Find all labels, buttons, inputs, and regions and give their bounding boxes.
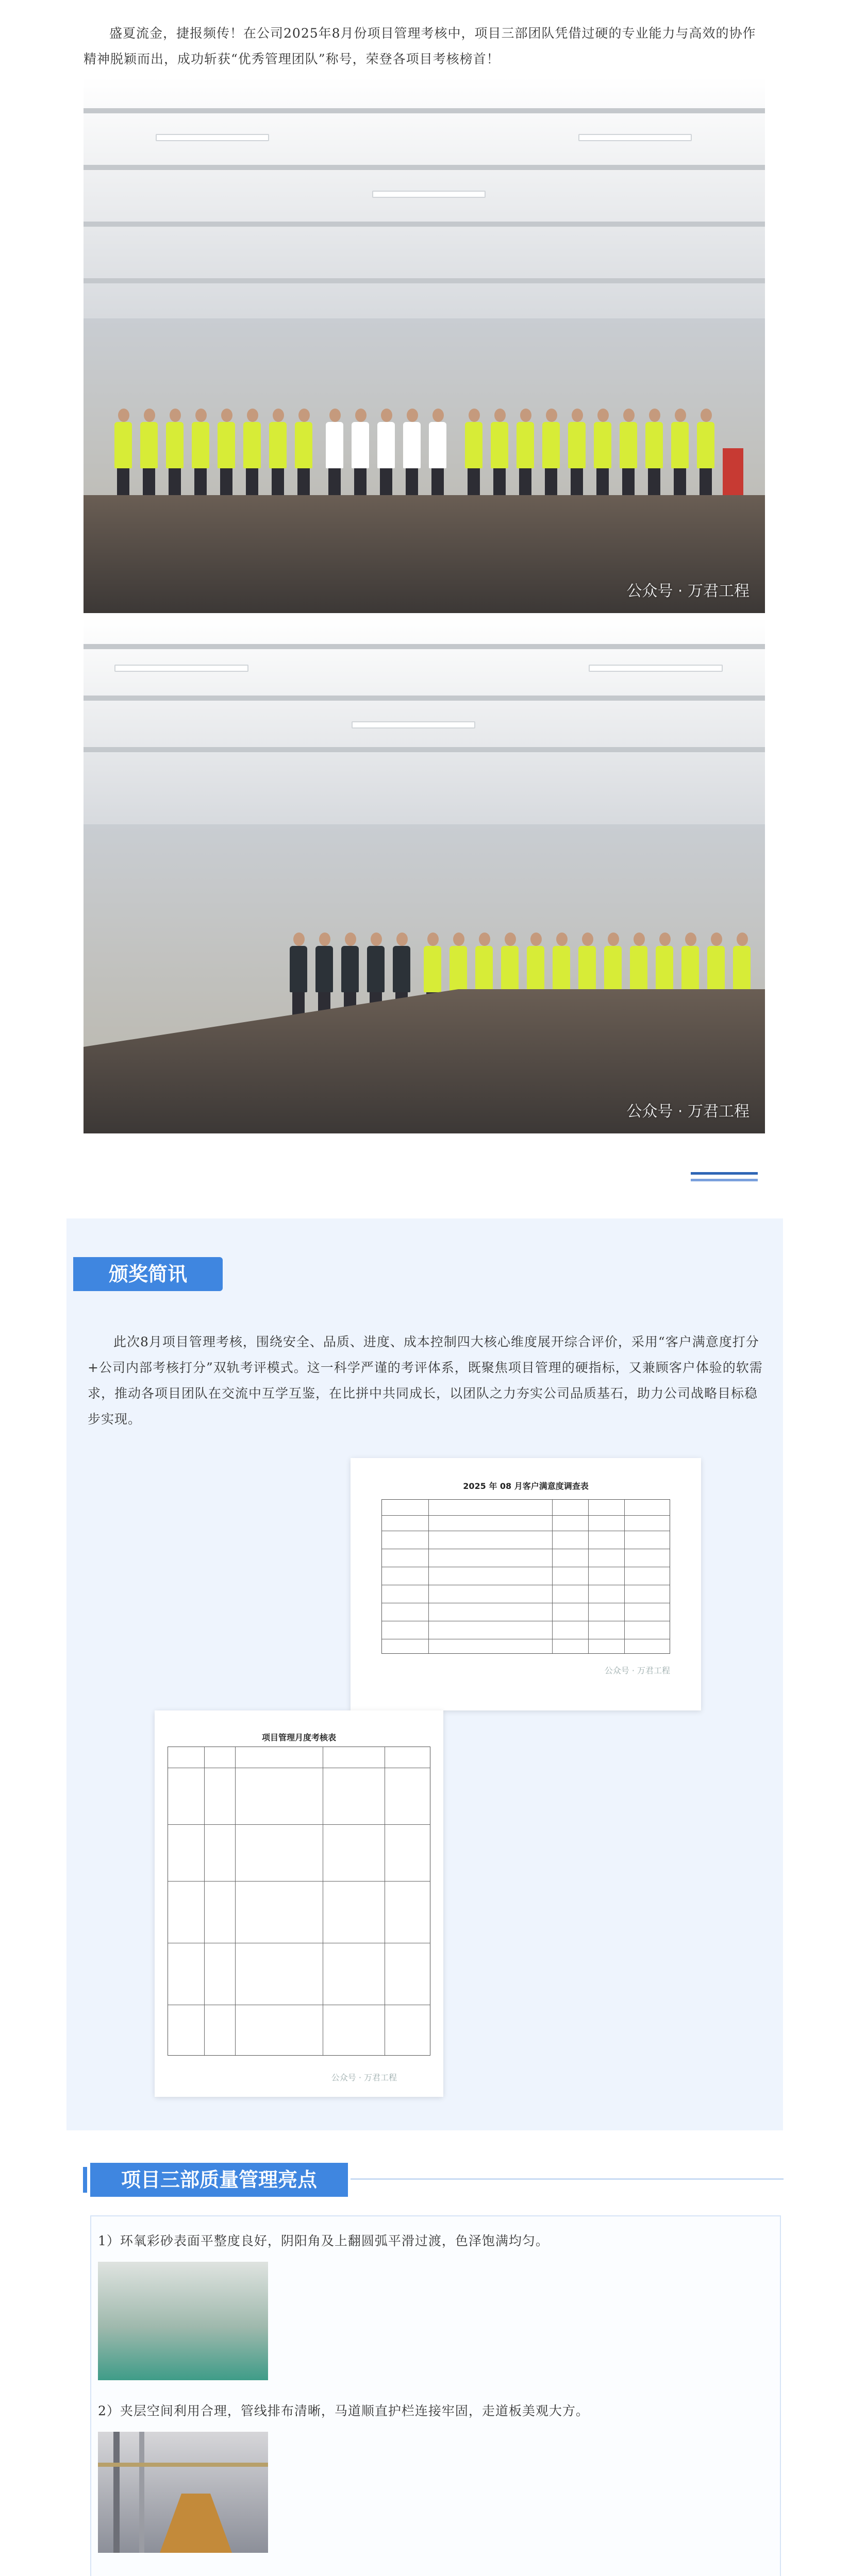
quality-item-mezzanine: 2）夹层空间利用合理，管线排布清晰，马道顺直护栏连接牢固，走道板美观大方。 (98, 2403, 589, 2418)
photo-watermark: 公众号 · 万君工程 (626, 1103, 750, 1121)
quality-heading-tag (90, 2163, 348, 2197)
award-heading: 颁奖简讯 (108, 1263, 187, 1285)
mezzanine-pipes-photo (98, 2432, 268, 2553)
section-divider (691, 1172, 758, 1185)
quality-heading-rule (351, 2178, 784, 2180)
award-paragraph: 此次8月项目管理考核，围绕安全、品质、进度、成本控制四大核心维度展开综合评价，采用“客户满意度打分+公司内部考核打分”双轨考评模式。这一科学严谨的考评体系，既聚焦项目管理的硬指标，又兼顾客户体验的软需求，推动各项目团队在交流中互学互鉴，在比拼中共同成长，以团队之力夯实公司品质基石，助力公司战略目标稳步实现。 (88, 1334, 763, 1427)
intro-paragraph: 盛夏流金，捷报频传！在公司2025年8月份项目管理考核中，项目三部团队凭借过硬的专业能力与高效的协作精神脱颖而出，成功斩获“优秀管理团队”称号，荣登各项目考核榜首！ (84, 26, 756, 66)
satisfaction-survey-scan (351, 1458, 701, 1710)
epoxy-floor-photo (98, 2262, 268, 2380)
assessment-watermark: 公众号 · 万君工程 (331, 2073, 397, 2082)
team-photo-1 (84, 77, 765, 613)
quality-heading: 项目三部质量管理亮点 (121, 2168, 317, 2191)
award-heading-tag (73, 1257, 223, 1291)
assessment-form-scan (155, 1710, 443, 2097)
quality-item-epoxy: 1）环氧彩砂表面平整度良好，阴阳角及上翻圆弧平滑过渡，色泽饱满均匀。 (98, 2233, 549, 2248)
team-photo-2 (84, 618, 765, 1133)
assessment-title: 项目管理月度考核表 (261, 1733, 336, 1742)
photo-watermark: 公众号 · 万君工程 (626, 582, 750, 600)
survey-watermark: 公众号 · 万君工程 (604, 1666, 670, 1675)
survey-title: 2025 年 08 月客户满意度调查表 (463, 1481, 589, 1491)
